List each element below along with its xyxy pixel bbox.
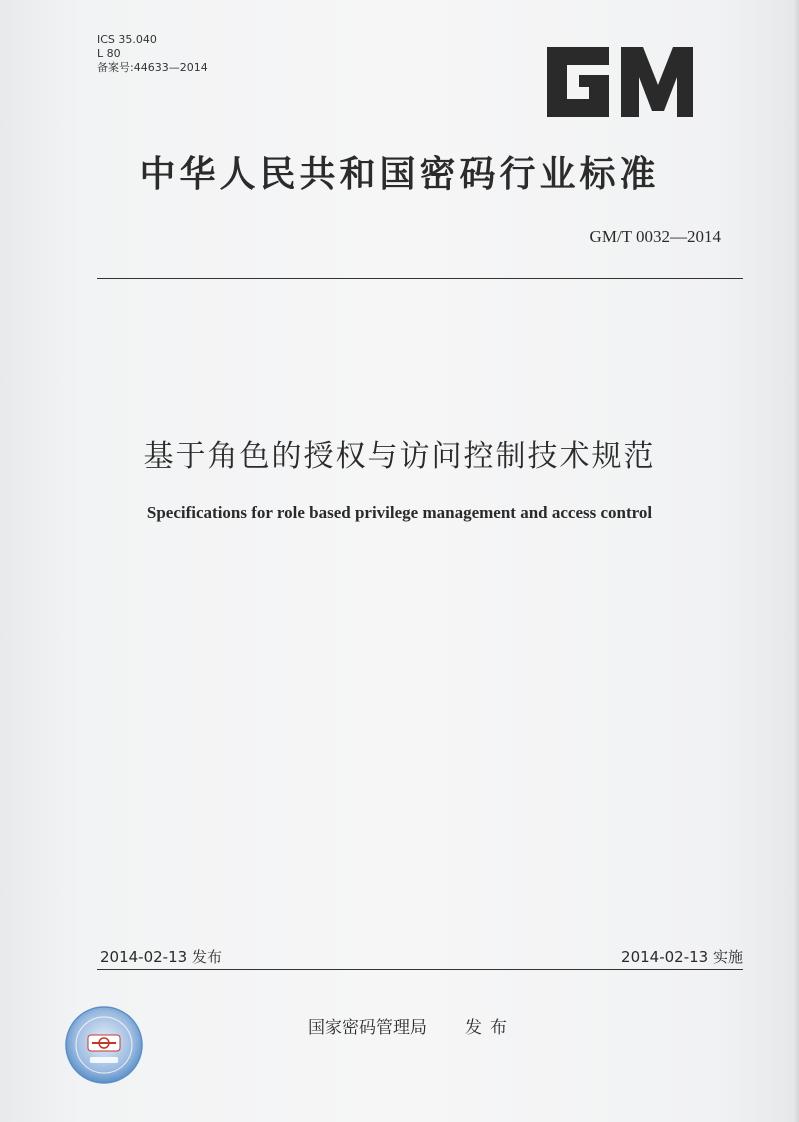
page-edge-shadow — [793, 0, 799, 1122]
document-title-english: Specifications for role based privilege management and access control — [146, 503, 653, 522]
implement-date: 2014-02-13 实施 — [621, 948, 743, 966]
ccs-code: L 80 — [97, 47, 121, 60]
filing-number: 备案号:44633—2014 — [97, 61, 208, 74]
anti-counterfeit-seal-icon — [64, 1005, 144, 1085]
publisher-action: 发布 — [465, 1018, 515, 1038]
document-title-chinese: 基于角色的授权与访问控制技术规范 — [143, 439, 656, 474]
bottom-divider — [97, 969, 743, 970]
standard-number: GM/T 0032—2014 — [589, 227, 721, 246]
ics-code: ICS 35.040 — [97, 33, 157, 46]
classification-block — [97, 33, 208, 75]
top-divider — [97, 278, 743, 279]
publisher-line — [308, 1013, 515, 1038]
gm-logo — [543, 43, 697, 121]
publish-date: 2014-02-13 发布 — [100, 948, 222, 966]
publisher-name: 国家密码管理局 — [308, 1018, 427, 1038]
industry-title: 中华人民共和国密码行业标准 — [139, 154, 660, 195]
